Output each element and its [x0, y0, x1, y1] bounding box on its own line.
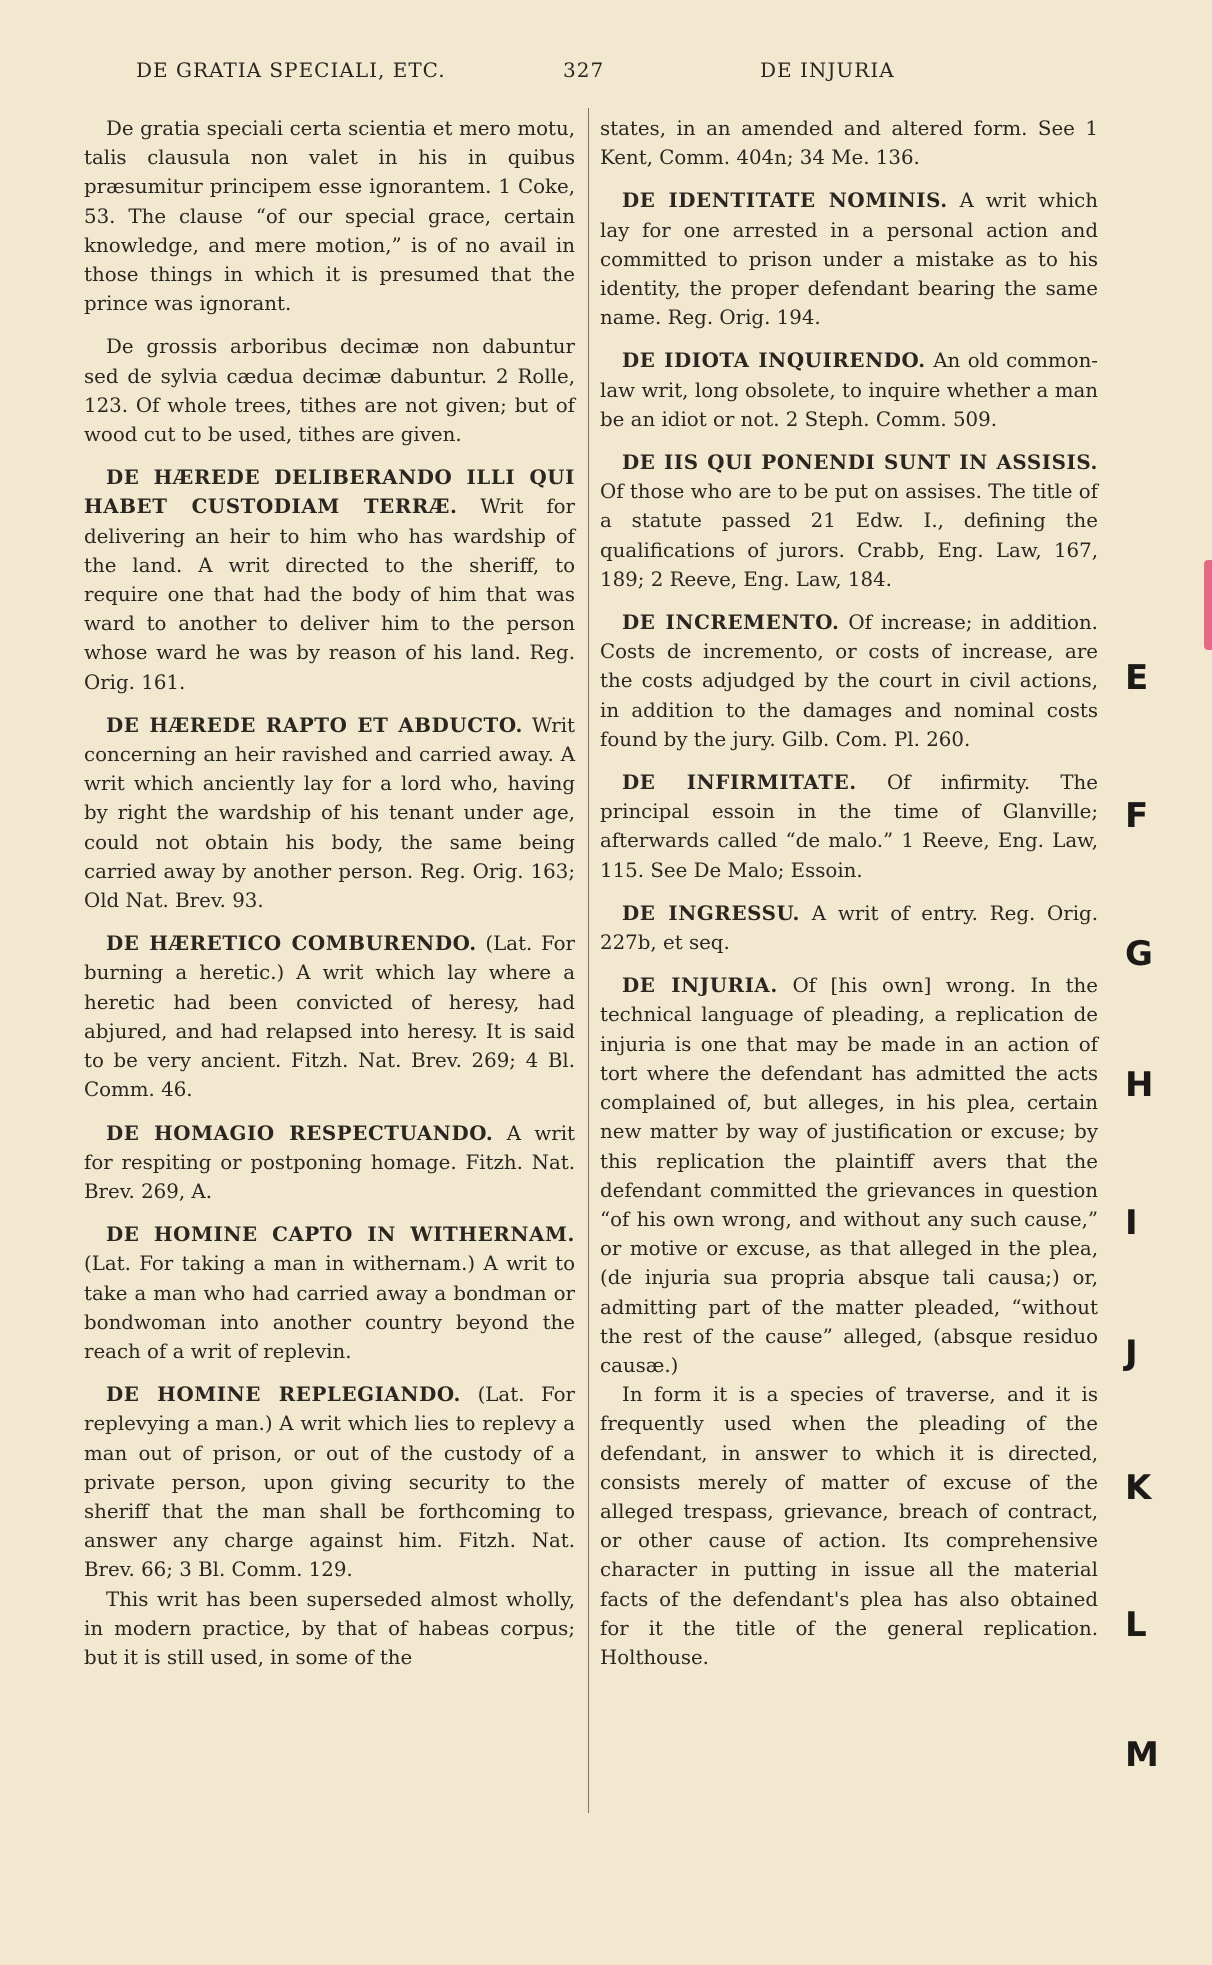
entry-de-identitate-nominis — [600, 186, 1098, 332]
entry-headword: DE IIS QUI PONENDI SUNT IN ASSISIS. — [622, 450, 1098, 475]
column-divider — [588, 108, 589, 1813]
entry-headword: DE IDIOTA INQUIRENDO. — [622, 348, 926, 373]
entry-de-homagio-respectuando — [84, 1119, 575, 1207]
page-number: 327 — [563, 58, 605, 82]
entry-de-grossis-arboribus — [84, 332, 575, 449]
entry-headword: DE HOMAGIO RESPECTUANDO. — [106, 1120, 494, 1145]
entry-headword: DE INFIRMITATE. — [622, 770, 857, 795]
entry-text: Writ for delivering an heir to him who has wardship of the land. A writ directed to the sheriff, to require one that had the body of him that was ward to another to deliver him to the person whose ward he was by reason of his land. Reg. Orig. 161. — [84, 495, 576, 694]
entry-text: A writ of entry. Reg. Orig. 227b, et seq. — [600, 901, 1098, 955]
entry-headword: DE HOMINE REPLEGIANDO. — [106, 1382, 462, 1407]
entry-de-infirmitate — [600, 768, 1098, 885]
entry-headword: DE HÆRETICO COMBURENDO. — [106, 931, 477, 956]
thumb-index-letter-g[interactable]: G — [1125, 934, 1153, 974]
entry-continuation-text: This writ has been superseded almost wholly, in modern practice, by that of habeas corpus; but it is still used, in some of the — [84, 1587, 575, 1669]
entry-text: De gratia speciali certa scientia et mero motu, talis clausula non valet in his in quibus præsumitur principem esse ignorantem. 1 Coke, 53. The clause “of our special grace, certain knowledge, and mere motion,” is of no avail in those things in which it is presumed that the prince was ignorant. — [84, 117, 575, 316]
entry-headword: DE HOMINE CAPTO IN WITHERNAM. — [106, 1222, 575, 1247]
entry-text: states, in an amended and altered form. See 1 Kent, Comm. 404n; 34 Me. 136. — [600, 117, 1098, 170]
entry-continued-from-left — [600, 114, 1098, 172]
thumb-index-letter-h[interactable]: H — [1125, 1065, 1154, 1105]
header-left-guideword: DE GRATIA SPECIALI, ETC. — [136, 58, 446, 82]
thumb-index-letter-e[interactable]: E — [1125, 658, 1149, 698]
entry-de-idiota-inquirendo — [600, 346, 1098, 434]
entry-de-haerede-deliberando — [84, 463, 575, 697]
entry-de-iis-qui-ponendi — [600, 448, 1098, 594]
entry-text: Of those who are to be put on assises. The title of a statute passed 21 Edw. I., defining the qualifications of jurors. Crabb, Eng. Law, 167, 189; 2 Reeve, Eng. Law, 184. — [600, 480, 1098, 591]
entry-de-injuria — [600, 971, 1098, 1672]
entry-text: A writ which lay for one arrested in a personal action and committed to prison under a mistake as to his identity, the proper defendant bearing the same name. Reg. Orig. 194. — [600, 189, 1098, 330]
entry-de-incremento — [600, 608, 1098, 754]
entry-headword: DE HÆREDE DELIBERANDO ILLI QUI HABET CUSTODIAM TERRÆ. — [84, 465, 575, 519]
thumb-index-letter-j[interactable]: J — [1125, 1333, 1138, 1373]
thumb-index-tab-marker — [1204, 560, 1212, 650]
entry-de-homine-replegiando — [84, 1380, 575, 1672]
thumb-index-letter-m[interactable]: M — [1125, 1735, 1159, 1775]
entry-text: (Lat. For burning a heretic.) A writ which lay where a heretic had been convicted of heresy, had abjured, and had relapsed into heresy. It is said to be very ancient. Fitzh. Nat. Brev. 269; 4 Bl. Comm. 46. — [84, 932, 575, 1102]
entry-headword: DE HÆREDE RAPTO ET ABDUCTO. — [106, 712, 524, 737]
running-header — [0, 58, 1212, 92]
entry-text: De grossis arboribus decimæ non dabuntur sed de sylvia cædua decimæ dabuntur. 2 Rolle, 123. Of whole trees, tithes are not given; but of wood cut to be used, tithes are given. — [84, 335, 575, 447]
entry-text: (Lat. For taking a man in withernam.) A writ to take a man who had carried away a bondman or bondwoman into another country beyond the reach of a writ of replevin. — [84, 1252, 575, 1363]
entry-headword: DE IDENTITATE NOMINIS. — [622, 188, 948, 213]
right-column — [600, 114, 1098, 1686]
entry-de-homine-capto — [84, 1220, 575, 1366]
entry-text: Of increase; in addition. Costs de incremento, or costs of increase, are the costs adjudged by the court in civil actions, in addition to the damages and nominal costs found by the jury. Gilb. Com. Pl. 260. — [600, 611, 1098, 751]
entry-de-haeretico-comburendo — [84, 929, 575, 1104]
entry-text: (Lat. For replevying a man.) A writ which lies to replevy a man out of prison, or out of the custody of a private person, upon giving security to the sheriff that the man shall be forthcoming to answer any charge against him. Fitzh. Nat. Brev. 66; 3 Bl. Comm. 129. — [84, 1383, 575, 1582]
entry-text: An old common-law writ, long obsolete, to inquire whether a man be an idiot or not. 2 Steph. Comm. 509. — [600, 349, 1098, 431]
entry-text: Of [his own] wrong. In the technical language of pleading, a replication de injuria is one that may be made in an action of tort where the defendant has admitted the acts complained of, but alleges, in his plea, certain new matter by way of justification or excuse; by this replication the plaintiff avers that the defendant committed the grievances in question “of his own wrong, and without any such cause,” or motive or excuse, as that alleged in the plea, (de injuria sua propria absque tali causa;) or, admitting part of the matter pleaded, “without the rest of the cause” alleged, (absque residuo causæ.) — [600, 974, 1098, 1377]
thumb-index-letter-f[interactable]: F — [1125, 796, 1149, 836]
entry-de-haerede-rapto — [84, 711, 575, 915]
left-column — [84, 114, 575, 1672]
entry-headword: DE INGRESSU. — [622, 900, 800, 925]
entry-de-gratia-speciali — [84, 114, 575, 318]
thumb-index-letter-k[interactable]: K — [1125, 1468, 1152, 1508]
entry-headword: DE INCREMENTO. — [622, 610, 840, 635]
entry-de-ingressu — [600, 899, 1098, 957]
entry-text: A writ for respiting or postponing homage. Fitzh. Nat. Brev. 269, A. — [84, 1121, 575, 1203]
entry-text: Writ concerning an heir ravished and carried away. A writ which anciently lay for a lord who, having by right the wardship of his tenant under age, could not obtain his body, the same being carried away by another person. Reg. Orig. 163; Old Nat. Brev. 93. — [84, 713, 575, 913]
entry-headword: DE INJURIA. — [622, 973, 778, 998]
entry-text: Of infirmity. The principal essoin in the time of Glanville; afterwards called “de malo.” 1 Reeve, Eng. Law, 115. See De Malo; Essoin. — [600, 771, 1099, 882]
header-right-guideword: DE INJURIA — [760, 58, 895, 82]
thumb-index-letter-l[interactable]: L — [1125, 1605, 1147, 1645]
entry-continuation-text: In form it is a species of traverse, and it is frequently used when the pleading of the defendant, in answer to which it is directed, consists merely of matter of excuse of the alleged trespass, grievance, breach of contract, or other cause of action. Its comprehensive character in putting in issue all the material facts of the defendant's plea has also obtained for it the title of the general replication. Holthouse. — [600, 1383, 1098, 1669]
thumb-index-letter-i[interactable]: I — [1125, 1203, 1138, 1243]
